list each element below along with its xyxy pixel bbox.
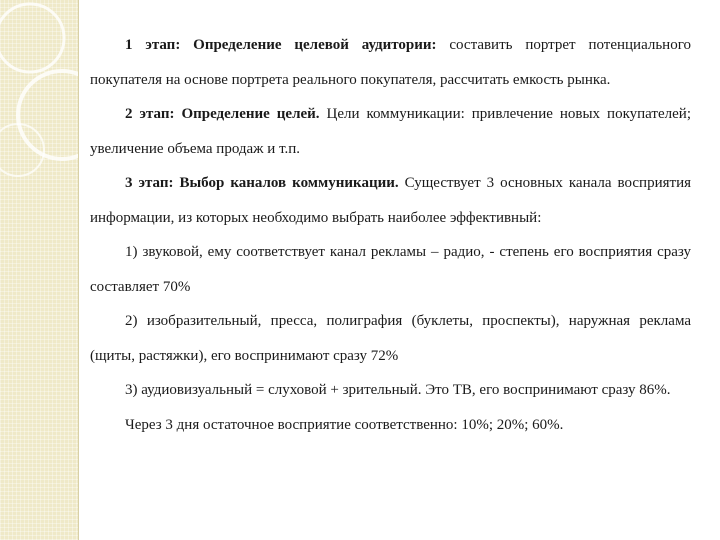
paragraph-residual [90, 408, 691, 443]
channel-3-text: 3) аудиовизуальный = слуховой + зрительный. Это ТВ, его воспринимают сразу 86%. [125, 382, 671, 398]
paragraph-stage-3 [90, 166, 691, 235]
paragraph-channel-1 [90, 235, 691, 304]
channel-2-text: 2) изобразительный, пресса, полиграфия (буклеты, проспекты), наружная реклама (щиты, растяжки), его воспринимают сразу 72% [90, 313, 691, 364]
stage-3-heading: 3 этап: Выбор каналов коммуникации. [125, 175, 399, 191]
decorative-side-band [0, 0, 78, 540]
paragraph-channel-3 [90, 373, 691, 408]
stage-1-text: составить портрет потенциального покупателя на основе портрета реального покупателя, рассчитать емкость рынка. [90, 37, 691, 88]
slide-body [90, 28, 691, 442]
decorative-circles [0, 0, 78, 540]
paragraph-stage-2 [90, 97, 691, 166]
paragraph-stage-1 [90, 28, 691, 97]
residual-text: Через 3 дня остаточное восприятие соответственно: 10%; 20%; 60%. [125, 416, 564, 433]
stage-2-text: Цели коммуникации: привлечение новых покупателей; увеличение объема продаж и т.п. [90, 106, 691, 157]
channel-1-text: 1) звуковой, ему соответствует канал рекламы – радио, - степень его восприятия сразу составляет 70% [90, 244, 691, 295]
stage-2-heading: 2 этап: Определение целей. [125, 106, 320, 122]
stage-3-text: Существует 3 основных канала восприятия информации, из которых необходимо выбрать наиболее эффективный: [90, 175, 691, 226]
stage-1-heading: 1 этап: Определение целевой аудитории: [125, 37, 437, 53]
band-divider [78, 0, 79, 540]
paragraph-channel-2 [90, 304, 691, 373]
